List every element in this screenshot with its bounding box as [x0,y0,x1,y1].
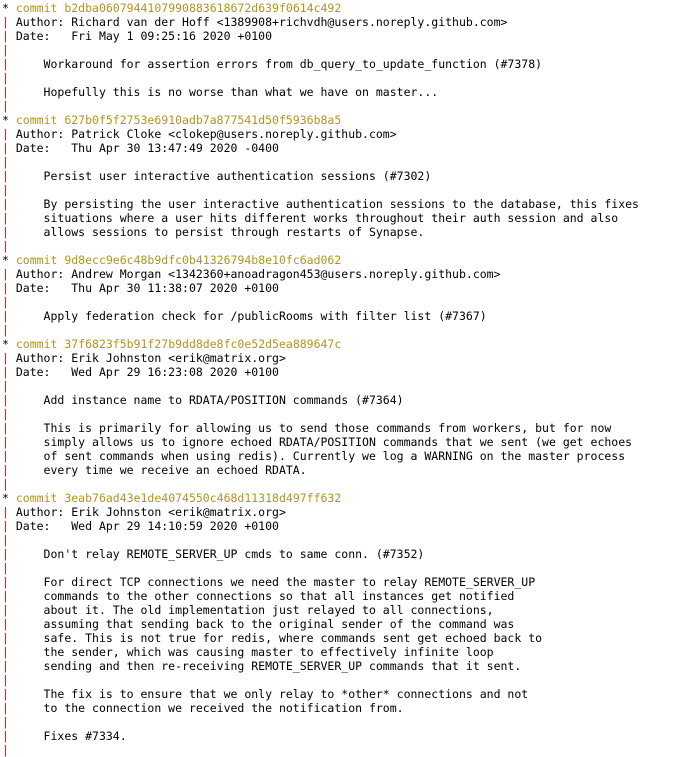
author-line: | Author: Erik Johnston <erik@matrix.org> [2,505,286,519]
graph-commit-marker: * [2,113,9,127]
graph-pipe-glyph: | [2,57,9,71]
commit-message-line: | Don't relay REMOTE_SERVER_UP cmds to same conn. (#7352) [2,547,425,561]
graph-pipe-glyph: | [2,631,9,645]
commit-message-line: | of sent commands when using redis). Currently we log a WARNING on the master process [2,449,626,463]
graph-pipe-glyph: | [2,617,9,631]
commit-message-line: | Add instance name to RDATA/POSITION commands (#7364) [2,393,404,407]
commit-message-line: | about it. The old implementation just relayed to all connections, [2,603,494,617]
graph-line [2,673,692,687]
graph-pipe-glyph: | [2,687,9,701]
graph-pipe-glyph: | [2,309,9,323]
graph-pipe-glyph: | [2,281,9,295]
graph-pipe-glyph: | [2,365,9,379]
graph-pipe-glyph: | [2,561,9,575]
graph-pipe-glyph: | [2,435,9,449]
graph-pipe-glyph: | [2,29,9,43]
graph-pipe-glyph: | [2,183,9,197]
date-line: | Date: Thu Apr 30 11:38:07 2020 +0100 [2,281,279,295]
graph-commit-marker: * [2,253,9,267]
commit-message-line: | By persisting the user interactive authentication sessions to the database, this fixes [2,197,639,211]
graph-pipe-glyph: | [2,239,9,253]
commit-header-line [2,113,692,127]
graph-line [2,43,692,57]
graph-line [2,533,692,547]
graph-pipe-glyph: | [2,197,9,211]
commit-header-line [2,253,692,267]
commit-message-line: | This is primarily for allowing us to send those commands from workers, but for now [2,421,612,435]
graph-pipe-glyph: | [2,645,9,659]
graph-pipe-glyph: | [2,463,9,477]
graph-line [2,99,692,113]
graph-pipe-glyph: | [2,421,9,435]
graph-line [2,183,692,197]
graph-pipe-glyph: | [2,15,9,29]
graph-line [2,477,692,491]
graph-pipe-glyph: | [2,701,9,715]
author-line: | Author: Richard van der Hoff <1389908+richvdh@users.noreply.github.com> [2,15,508,29]
graph-commit-marker: * [2,1,9,15]
graph-pipe-glyph: | [2,169,9,183]
graph-pipe-glyph: | [2,589,9,603]
commit-message-line: | assuming that sending back to the original sender of the command was [2,617,515,631]
graph-pipe-glyph: | [2,547,9,561]
graph-pipe-glyph: | [2,211,9,225]
graph-line [2,155,692,169]
graph-pipe-glyph: | [2,71,9,85]
commit-header-line [2,1,692,15]
graph-line [2,323,692,337]
graph-pipe-glyph: | [2,603,9,617]
graph-line [2,407,692,421]
commit-message-line: | The fix is to ensure that we only relay to *other* connections and not [2,687,529,701]
graph-pipe-glyph: | [2,267,9,281]
commit-message-line: | situations where a user hits different works throughout their auth session and also [2,211,619,225]
graph-pipe-glyph: | [2,449,9,463]
graph-pipe-glyph: | [2,407,9,421]
graph-pipe-glyph: | [2,99,9,113]
graph-pipe-glyph: | [2,85,9,99]
graph-pipe-glyph: | [2,127,9,141]
graph-pipe-glyph: | [2,659,9,673]
graph-pipe-glyph: | [2,729,9,743]
graph-line [2,561,692,575]
commit-header-line [2,337,692,351]
graph-pipe-glyph: | [2,43,9,57]
graph-line [2,239,692,253]
commit-header-line [2,491,692,505]
commit-message-line: | Apply federation check for /publicRooms with filter list (#7367) [2,309,487,323]
commit-message-line: | every time we receive an echoed RDATA. [2,463,307,477]
graph-pipe-glyph: | [2,477,9,491]
graph-line [2,743,692,757]
date-line: | Date: Thu Apr 30 13:47:49 2020 -0400 [2,141,279,155]
author-line: | Author: Erik Johnston <erik@matrix.org> [2,351,286,365]
graph-line [2,71,692,85]
graph-commit-marker: * [2,491,9,505]
graph-pipe-glyph: | [2,323,9,337]
graph-pipe-glyph: | [2,225,9,239]
commit-message-line: | Fixes #7334. [2,729,127,743]
graph-commit-marker: * [2,337,9,351]
author-line: | Author: Andrew Morgan <1342360+anoadragon453@users.noreply.github.com> [2,267,501,281]
commit-hash: commit 627b0f5f2753e6910adb7a877541d50f5936b8a5 [15,113,342,127]
graph-pipe-glyph: | [2,715,9,729]
graph-pipe-glyph: | [2,673,9,687]
graph-pipe-glyph: | [2,155,9,169]
commit-message-line: | sending and then re-receiving REMOTE_SERVER_UP commands that it sent. [2,659,522,673]
commit-message-line: | the sender, which was causing master to effectively infinite loop [2,645,494,659]
graph-pipe-glyph: | [2,519,9,533]
commit-message-line: | Workaround for assertion errors from db_query_to_update_function (#7378) [2,57,543,71]
commit-message-line: | Hopefully this is no worse than what we have on master... [2,85,439,99]
commit-message-line: | commands to the other connections so that all instances get notified [2,589,515,603]
commit-hash: commit 9d8ecc9e6c48b9dfc0b41326794b8e10fc6ad062 [15,253,342,267]
commit-message-line: | For direct TCP connections we need the master to relay REMOTE_SERVER_UP [2,575,536,589]
graph-pipe-glyph: | [2,743,9,757]
commit-message-line: | allows sessions to persist through restarts of Synapse. [2,225,425,239]
graph-pipe-glyph: | [2,141,9,155]
commit-message-line: | simply allows us to ignore echoed RDATA/POSITION commands that we sent (we get echoes [2,435,633,449]
date-line: | Date: Fri May 1 09:25:16 2020 +0100 [2,29,273,43]
graph-pipe-glyph: | [2,295,9,309]
graph-pipe-glyph: | [2,351,9,365]
graph-line [2,295,692,309]
author-line: | Author: Patrick Cloke <clokep@users.noreply.github.com> [2,127,397,141]
commit-hash: commit 3eab76ad43e1de4074550c468d11318d497ff632 [15,491,342,505]
graph-line [2,379,692,393]
commit-hash: commit b2dba0607944107990883618672d639f0614c492 [15,1,342,15]
date-line: | Date: Wed Apr 29 16:23:08 2020 +0100 [2,365,279,379]
commit-hash: commit 37f6823f5b91f27b9dd8de8fc0e52d5ea889647c [15,337,342,351]
commit-message-line: | to the connection we received the notification from. [2,701,404,715]
graph-pipe-glyph: | [2,533,9,547]
date-line: | Date: Wed Apr 29 14:10:59 2020 +0100 [2,519,279,533]
graph-pipe-glyph: | [2,505,9,519]
graph-line [2,715,692,729]
graph-pipe-glyph: | [2,575,9,589]
commit-message-line: | safe. This is not true for redis, where commands sent get echoed back to [2,631,543,645]
graph-pipe-glyph: | [2,379,9,393]
graph-pipe-glyph: | [2,393,9,407]
commit-message-line: | Persist user interactive authentication sessions (#7302) [2,169,432,183]
